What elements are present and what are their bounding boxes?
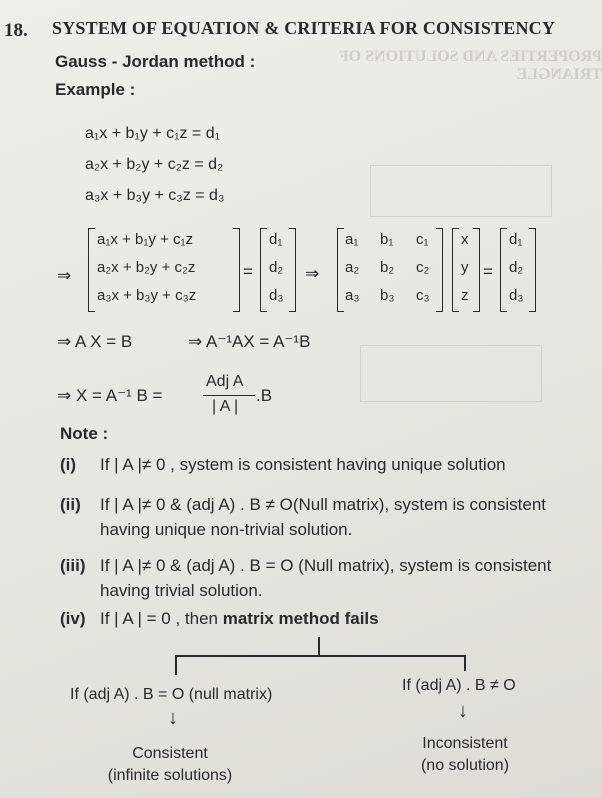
coef-a1: a₁ bbox=[345, 231, 359, 248]
d-matrix-2 bbox=[500, 228, 536, 312]
coef-a3: a₃ bbox=[345, 287, 360, 304]
note-num-i: (i) bbox=[60, 455, 77, 474]
method-title: Gauss - Jordan method : bbox=[55, 52, 256, 71]
coef-b3: b₃ bbox=[380, 287, 395, 304]
xyz-matrix bbox=[452, 228, 480, 312]
adj-numerator: Adj A bbox=[206, 373, 244, 390]
d-matrix bbox=[260, 228, 296, 312]
d-cell-1: d₁ bbox=[269, 231, 283, 248]
equation-3: a₃x + b₃y + c₃z = d₃ bbox=[85, 187, 225, 204]
coef-b1: b₁ bbox=[380, 231, 394, 248]
right-condition: If (adj A) . B ≠ O bbox=[402, 677, 516, 694]
note-text-iv-bold: matrix method fails bbox=[218, 609, 379, 628]
implies-arrow: ⇒ bbox=[57, 266, 72, 285]
note-text-iv bbox=[100, 609, 379, 629]
coef-c1: c₁ bbox=[416, 231, 429, 248]
note-num-ii: (ii) bbox=[60, 495, 81, 514]
bleed-through-text: PROPERTIES AND SOLUTIONS OF TRIANGLE bbox=[339, 48, 602, 83]
d2-cell-2: d₂ bbox=[509, 259, 524, 276]
implies-arrow-2: ⇒ bbox=[305, 264, 320, 283]
step-x-equals: ⇒ X = A⁻¹ B = bbox=[57, 386, 163, 405]
y-cell: y bbox=[461, 259, 469, 276]
note-text-iv-start: If | A | = 0 , then bbox=[100, 609, 218, 628]
equals-sign: = bbox=[243, 262, 253, 281]
coef-c3: c₃ bbox=[416, 287, 430, 304]
step-inverse: ⇒ A⁻¹AX = A⁻¹B bbox=[188, 332, 311, 351]
lhs-matrix bbox=[88, 228, 240, 312]
tree-stem bbox=[318, 637, 320, 655]
note-text-ii-line1: If | A |≠ 0 & (adj A) . B ≠ O(Null matrix), system is consistent bbox=[100, 495, 547, 514]
coef-c2: c₂ bbox=[416, 259, 430, 276]
note-text-ii-line2: having unique non-trivial solution. bbox=[100, 520, 353, 539]
note-label: Note : bbox=[60, 424, 109, 443]
tree-branch bbox=[175, 655, 465, 657]
lhs-row-2: a₂x + b₂y + c₂z bbox=[97, 259, 196, 276]
section-title: SYSTEM OF EQUATION & CRITERIA FOR CONSISTENCY bbox=[52, 18, 556, 38]
bleed-through-box bbox=[370, 165, 552, 217]
example-label: Example : bbox=[55, 80, 136, 99]
left-result-sub: (infinite solutions) bbox=[107, 767, 233, 784]
lhs-row-3: a₃x + b₃y + c₃z bbox=[97, 287, 197, 304]
x-cell: x bbox=[461, 231, 469, 248]
equation-1: a₁x + b₁y + c₁z = d₁ bbox=[85, 125, 220, 142]
tree-left-drop bbox=[175, 655, 177, 675]
note-text-iii-line1: If | A |≠ 0 & (adj A) . B = O (Null matrix), system is consistent bbox=[100, 556, 552, 575]
times-b: .B bbox=[256, 386, 273, 405]
bleed-through-box-2 bbox=[360, 345, 542, 402]
d2-cell-1: d₁ bbox=[509, 231, 523, 248]
section-number: 18. bbox=[4, 20, 28, 41]
coef-a2: a₂ bbox=[345, 259, 360, 276]
d2-cell-3: d₃ bbox=[509, 287, 524, 304]
equation-2: a₂x + b₂y + c₂z = d₂ bbox=[85, 156, 224, 173]
down-arrow-left: ↓ bbox=[168, 707, 178, 729]
note-num-iv: (iv) bbox=[60, 609, 86, 628]
lhs-row-1: a₁x + b₁y + c₁z bbox=[97, 231, 194, 248]
coefficient-matrix bbox=[337, 228, 443, 312]
left-result: Consistent bbox=[132, 745, 208, 762]
right-result-sub: (no solution) bbox=[420, 757, 510, 774]
coef-b2: b₂ bbox=[380, 259, 395, 276]
equals-sign-2: = bbox=[483, 262, 493, 281]
down-arrow-right: ↓ bbox=[458, 700, 468, 722]
step-ax-equals-b: ⇒ A X = B bbox=[57, 332, 133, 351]
left-condition: If (adj A) . B = O (null matrix) bbox=[70, 686, 273, 703]
z-cell: z bbox=[461, 287, 469, 304]
det-denominator: | A | bbox=[212, 398, 239, 415]
d-cell-3: d₃ bbox=[269, 287, 284, 304]
fraction-line bbox=[203, 395, 255, 396]
note-num-iii: (iii) bbox=[60, 556, 86, 575]
tree-right-drop bbox=[464, 655, 466, 671]
d-cell-2: d₂ bbox=[269, 259, 284, 276]
right-result: Inconsistent bbox=[422, 735, 508, 752]
note-text-i: If | A |≠ 0 , system is consistent having unique solution bbox=[100, 455, 506, 474]
note-text-iii-line2: having trivial solution. bbox=[100, 581, 263, 600]
